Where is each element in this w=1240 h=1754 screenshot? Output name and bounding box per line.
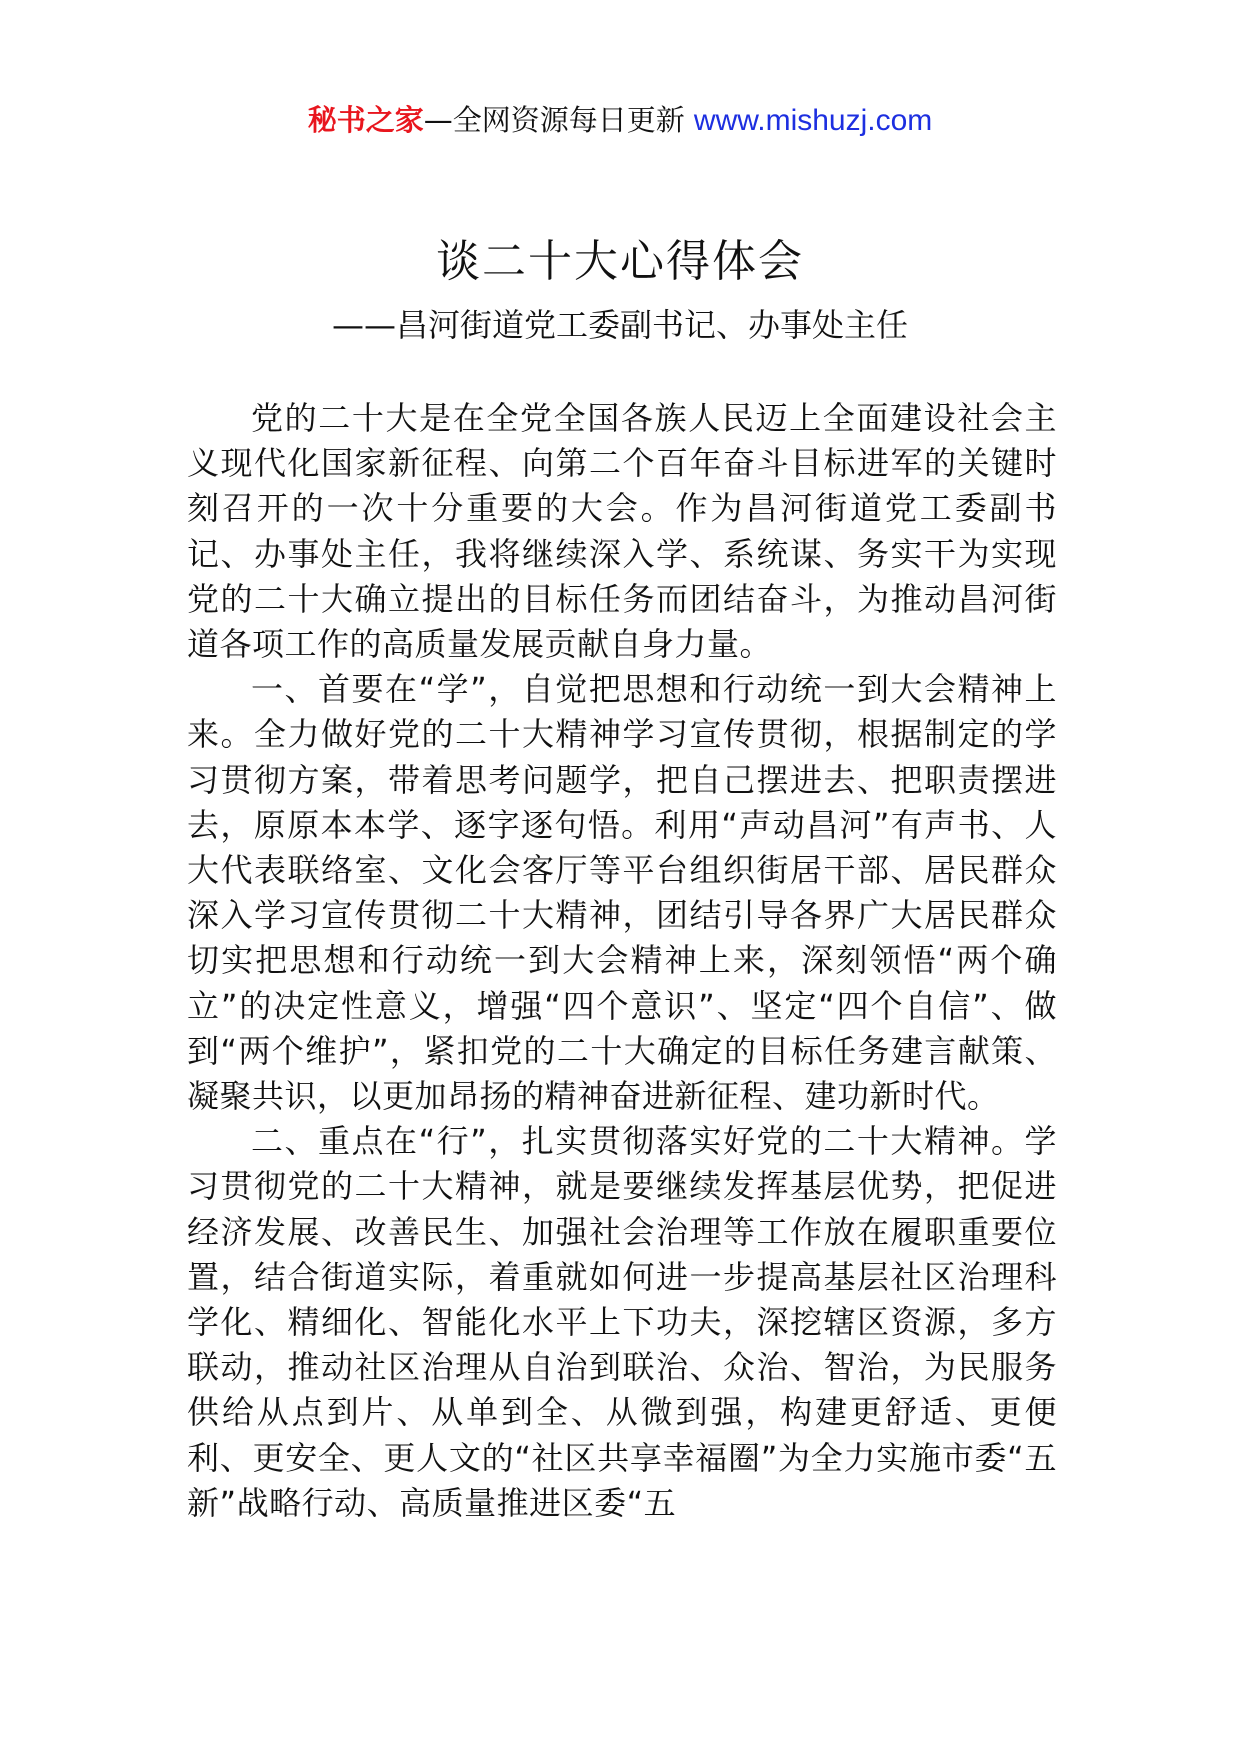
body-paragraph: 二、重点在“行”，扎实贯彻落实好党的二十大精神。学习贯彻党的二十大精神，就是要继续发挥基层优势，把促进经济发展、改善民生、加强社会治理等工作放在履职重要位置，结合街道实际，着重就如何进一步提高基层社区治理科学化、精细化、智能化水平上下功夫，深挖辖区资源，多方联动，推动社区治理从自治到联治、众治、智治，为民服务供给从点到片、从单到全、从微到强，构建更舒适、更便利、更安全、更人文的“社区共享幸福圈”为全力实施市委“五新”战略行动、高质量推进区委“五 bbox=[187, 1122, 1057, 1522]
site-url-link[interactable]: www.mishuzj.com bbox=[693, 104, 933, 137]
body-paragraph: 党的二十大是在全党全国各族人民迈上全面建设社会主义现代化国家新征程、向第二个百年奋斗目标进军的关键时刻召开的一次十分重要的大会。作为昌河街道党工委副书记、办事处主任，我将继续深入学、系统谋、务实干为实现党的二十大确立提出的目标任务而团结奋斗，为推动昌河街道各项工作的高质量发展贡献自身力量。 bbox=[187, 399, 1057, 664]
document-subtitle: ——昌河街道党工委副书记、办事处主任 bbox=[331, 306, 908, 344]
site-banner bbox=[0, 100, 1240, 141]
document-title: 谈二十大心得体会 bbox=[436, 236, 804, 287]
brand-name: 秘书之家 bbox=[307, 103, 424, 137]
document-body bbox=[187, 396, 1057, 1526]
body-paragraph: 一、首要在“学”，自觉把思想和行动统一到大会精神上来。全力做好党的二十大精神学习宣传贯彻，根据制定的学习贯彻方案，带着思考问题学，把自己摆进去、把职责摆进去，原原本本学、逐字逐句悟。利用“声动昌河”有声书、人大代表联络室、文化会客厅等平台组织街居干部、居民群众深入学习宣传贯彻二十大精神，团结引导各界广大居民群众切实把思想和行动统一到大会精神上来，深刻领悟“两个确立”的决定性意义，增强“四个意识”、坚定“四个自信”、做到“两个维护”，紧扣党的二十大确定的目标任务建言献策、凝聚共识，以更加昂扬的精神奋进新征程、建功新时代。 bbox=[187, 670, 1057, 1116]
banner-tagline: —全网资源每日更新 bbox=[423, 103, 694, 137]
